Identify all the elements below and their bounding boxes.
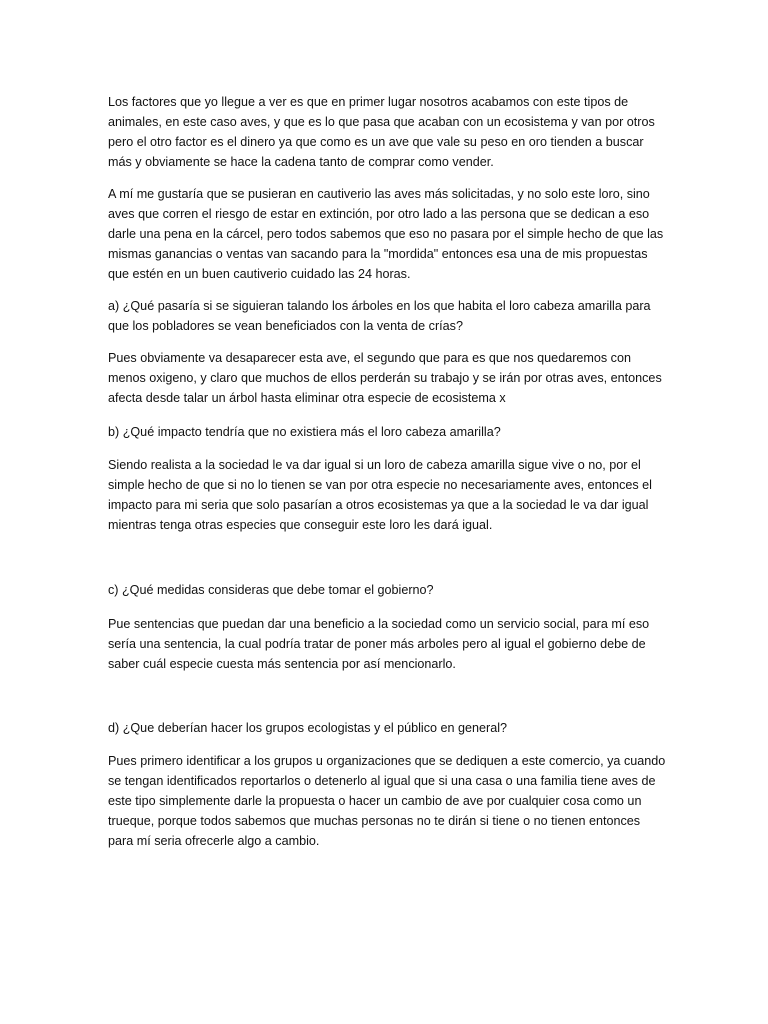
question-a: a) ¿Qué pasaría si se siguieran talando los árboles en los que habita el loro cabeza amarilla para que los pobladores se vean beneficiados con la venta de crías? (108, 299, 651, 333)
question-d: d) ¿Que deberían hacer los grupos ecologistas y el público en general? (108, 721, 508, 735)
paragraph-proposal: A mí me gustaría que se pusieran en cautiverio las aves más solicitadas, y no solo este loro, sino aves que corren el riesgo de estar en extinción, por otro lado a las persona que se dedican a eso darle una pena en la cárcel, pero todos sabemos que eso no pasara por el simple hecho de que las mismas ganancias o ventas van sacando para la "mordida" entonces esa una de mis propuestas que estén en un buen cautiverio cuidado las 24 horas. (108, 187, 664, 281)
answer-c: Pue sentencias que puedan dar una beneficio a la sociedad como un servicio social, para mí eso sería una sentencia, la cual podría tratar de poner más arboles pero al igual el gobierno debe de saber cuál especie cuesta más sentencia por así mencionarlo. (108, 617, 650, 671)
answer-a: Pues obviamente va desaparecer esta ave, el segundo que para es que nos quedaremos con menos oxigeno, y claro que muchos de ellos perderán su trabajo y se irán por otras aves, entonces afecta desde talar un árbol hasta eliminar otra especie de ecosistema x (108, 351, 662, 405)
question-c: c) ¿Qué medidas consideras que debe tomar el gobierno? (108, 583, 434, 597)
answer-d: Pues primero identificar a los grupos u organizaciones que se dediquen a este comercio, ya cuando se tengan identificados reportarlos o detenerlo al igual que si una casa o una familia tiene aves de este tipo simplemente darle la propuesta o hacer un cambio de ave por cualquier cosa como un trueque, porque todos sabemos que muchas personas no te dirán si tiene o no tienen entonces para mí seria ofrecerle algo a cambio. (108, 754, 666, 848)
paragraph-factors: Los factores que yo llegue a ver es que en primer lugar nosotros acabamos con este tipos de animales, en este caso aves, y que es lo que pasa que acaban con un ecosistema y van por otros pero el otro factor es el dinero ya que como es un ave que vale su peso en oro tienden a buscar más y obviamente se hace la cadena tanto de comprar como vender. (108, 95, 655, 169)
answer-b: Siendo realista a la sociedad le va dar igual si un loro de cabeza amarilla sigue vive o no, por el simple hecho de que si no lo tienen se van por otra especie no necesariamente aves, entonces el impacto para mi seria que solo pasarían a otros ecosistemas ya que a la sociedad le va dar igual mientras tenga otras especies que conseguir este loro les dará igual. (108, 458, 652, 532)
question-b: b) ¿Qué impacto tendría que no existiera más el loro cabeza amarilla? (108, 425, 501, 439)
